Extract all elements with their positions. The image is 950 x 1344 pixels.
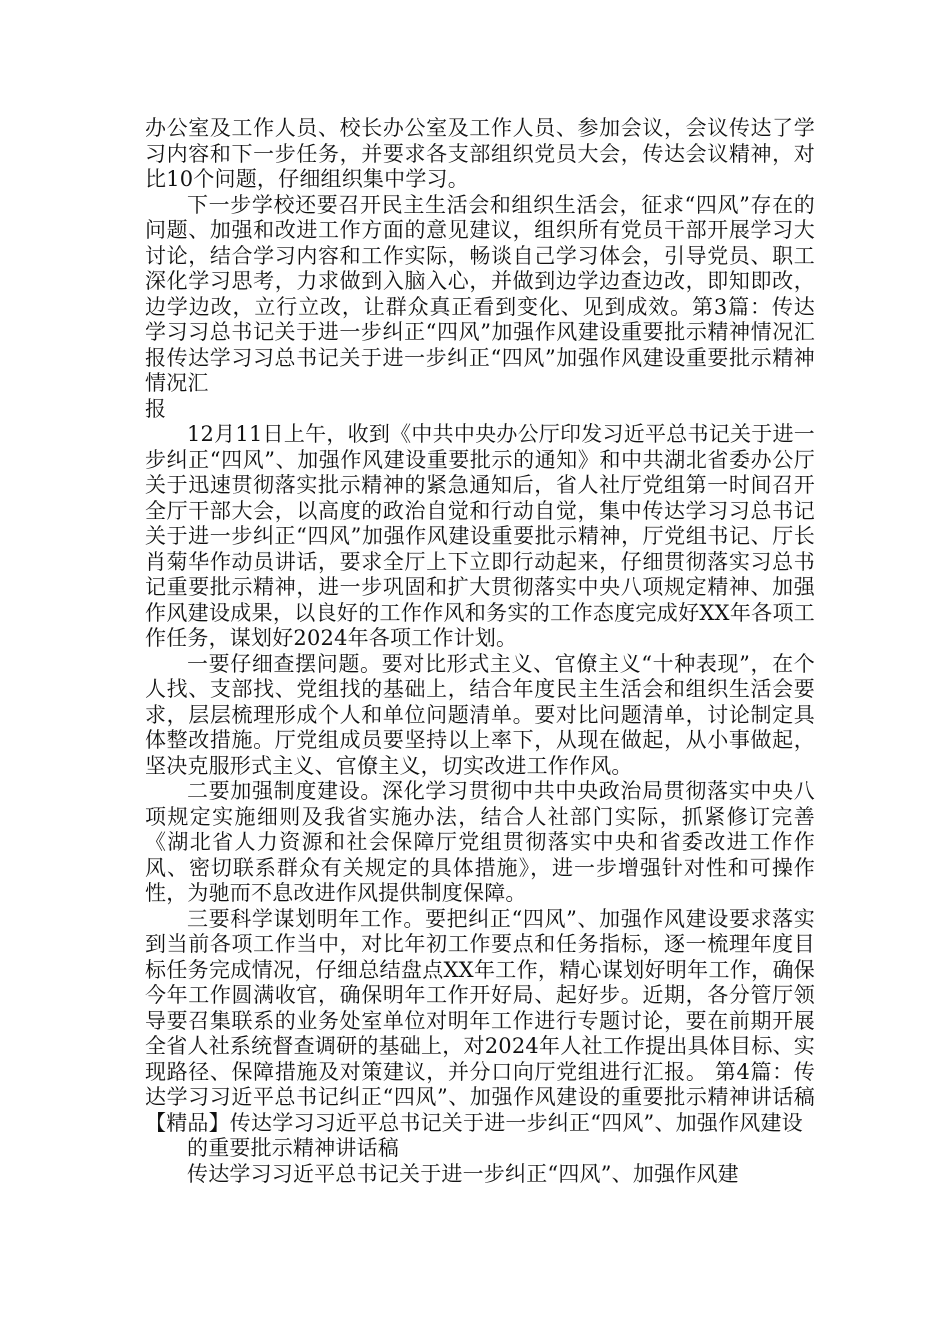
paragraph-meeting-summary: 办公室及工作人员、校长办公室及工作人员、参加会议，会议传达了学习内容和下一步任务，并要求各支部组织党员大会，传达会议精神，对比10个问题，仔细组织集中学习。 [145,116,815,191]
paragraph-point-two: 二要加强制度建设。深化学习贯彻中共中央政治局贯彻落实中央八项规定实施细则及我省实施办法，结合人社部门实际，抓紧修订完善《湖北省人力资源和社会保障厅党组贯彻落实中央和省委改进工作作风、密切联系群众有关规定的具体措施》，进一步增强针对性和可操作性，为驰而不息改进作风提供制度保障。 [145,779,815,905]
paragraph-speech-start: 传达学习习近平总书记关于进一步纠正“四风”、加强作风建 [187,1161,739,1186]
paragraph-dec-11-report: 12月11日上午，收到《中共中央办公厅印发习近平总书记关于进一步纠正“四风”、加强作风建设重要批示的通知》和中共湖北省委办公厅关于迅速贯彻落实批示精神的紧急通知后，省人社厅党组第一时间召开全厅干部大会，以高度的政治自觉和行动自觉，集中传达学习习总书记关于进一步纠正“四风”加强作风建设重要批示精神，厅党组书记、厅长肖菊华作动员讲话，要求全厅上下立即行动起来，仔细贯彻落实习总书记重要批示精神，进一步巩固和扩大贯彻落实中央八项规定精神、加强作风建设成果，以良好的工作作风和务实的工作态度完成好XX年各项工作任务，谋划好2024年各项工作计划。 [145,422,815,650]
document-body [145,116,815,1187]
paragraph-heading-tail: 报 [145,396,167,421]
paragraph-next-steps: 下一步学校还要召开民主生活会和组织生活会，征求“四风”存在的问题、加强和改进工作方面的意见建议，组织所有党员干部开展学习大讨论，结合学习内容和工作实际，畅谈自己学习体会，引导党员、职工深化学习思考，力求做到入脑入心，并做到边学边查边改，即知即改，边学边改，立行立改，让群众真正看到变化、见到成效。第3篇：传达学习习总书记关于进一步纠正“四风”加强作风建设重要批示精神情况汇报传达学习习总书记关于进一步纠正“四风”加强作风建设重要批示精神情况汇 [145,192,815,395]
paragraph-point-three: 三要科学谋划明年工作。要把纠正“四风”、加强作风建设要求落实到当前各项工作当中，对比年初工作要点和任务指标，逐一梳理年度目标任务完成情况，仔细总结盘点XX年工作，精心谋划好明年工作，确保今年工作圆满收官，确保明年工作开好局、起好步。近期，各分管厅领导要召集联系的业务处室单位对明年工作进行专题讨论，要在前期开展全省人社系统督查调研的基础上，对2024年人社工作提出具体目标、实现路径、保障措施及对策建议，并分口向厅党组进行汇报。 第4篇：传达学习习近平总书记纠正“四风”、加强作风建设的重要批示精神讲话稿【精品】传达学习习近平总书记关于进一步纠正“四风”、加强作风建设 [145,906,815,1135]
paragraph-speech-title-tail: 的重要批示精神讲话稿 [187,1136,399,1160]
paragraph-point-one: 一要仔细查摆问题。要对比形式主义、官僚主义“十种表现”，在个人找、支部找、党组找的基础上，结合年度民主生活会和组织生活会要求，层层梳理形成个人和单位问题清单。要对比问题清单，讨论制定具体整改措施。厅党组成员要坚持以上率下，从现在做起，从小事做起，坚决克服形式主义、官僚主义，切实改进工作作风。 [145,651,815,778]
